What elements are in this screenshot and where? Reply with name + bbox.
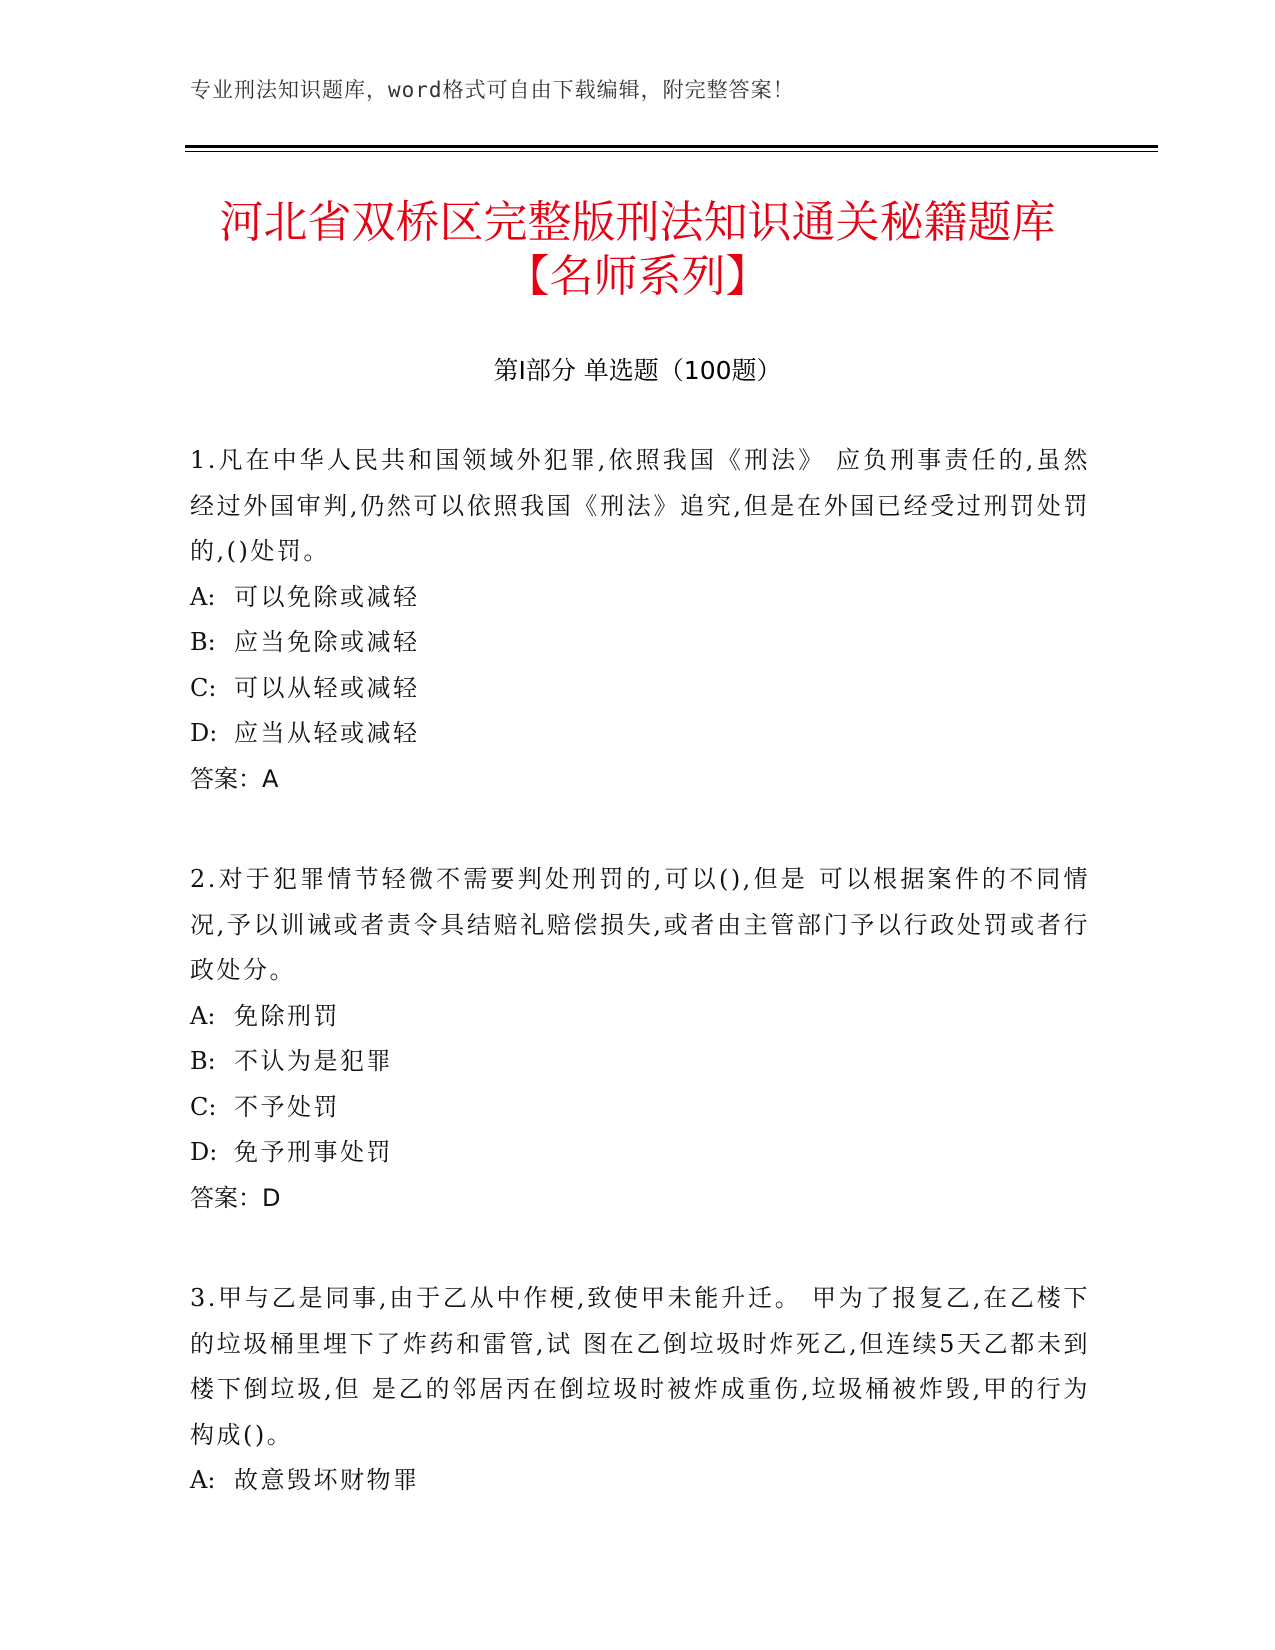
option-a bbox=[190, 575, 1090, 621]
option-b bbox=[190, 1039, 1090, 1085]
option-text: 不予处罚 bbox=[234, 1092, 340, 1121]
option-letter: A: bbox=[190, 1466, 216, 1494]
option-text: 可以从轻或减轻 bbox=[234, 673, 420, 702]
answer-label: 答案： bbox=[190, 764, 262, 793]
answer-value: D bbox=[262, 1183, 281, 1212]
question-text: 3.甲与乙是同事,由于乙从中作梗,致使甲未能升迁。 甲为了报复乙,在乙楼下的垃圾桶里埋下了炸药和雷管,试 图在乙倒垃圾时炸死乙,但连续5天乙都未到楼下倒垃圾,但 是乙的邻居丙在倒垃圾时被炸成重伤,垃圾桶被炸毁,甲的行为构成()。 bbox=[190, 1284, 1090, 1449]
question-text: 1.凡在中华人民共和国领域外犯罪,依照我国《刑法》 应负刑事责任的,虽然经过外国审判,仍然可以依照我国《刑法》追究,但是在外国已经受过刑罚处罚的,()处罚。 bbox=[190, 446, 1090, 565]
option-text: 免予刑事处罚 bbox=[234, 1138, 393, 1166]
option-c bbox=[190, 666, 1090, 712]
option-c bbox=[190, 1085, 1090, 1131]
option-a bbox=[190, 994, 1090, 1040]
option-letter: C: bbox=[190, 673, 217, 702]
option-b bbox=[190, 620, 1090, 666]
question-1 bbox=[190, 438, 1090, 802]
option-text: 故意毁坏财物罪 bbox=[234, 1466, 420, 1494]
option-a bbox=[190, 1458, 1090, 1504]
question-2 bbox=[190, 857, 1090, 1221]
document-title bbox=[185, 196, 1090, 304]
question-3 bbox=[190, 1276, 1090, 1504]
title-line-2: 【名师系列】 bbox=[505, 251, 770, 302]
answer-line bbox=[190, 757, 1090, 803]
option-d bbox=[190, 1130, 1090, 1176]
option-letter: A: bbox=[190, 1001, 216, 1030]
question-list bbox=[190, 438, 1090, 1559]
option-text: 免除刑罚 bbox=[234, 1001, 340, 1030]
option-letter: C: bbox=[190, 1092, 217, 1121]
option-letter: D: bbox=[190, 1138, 218, 1166]
header-rule-thick bbox=[185, 145, 1158, 148]
option-d bbox=[190, 711, 1090, 757]
option-text: 应当免除或减轻 bbox=[234, 628, 420, 656]
header-rule-thin bbox=[185, 151, 1158, 152]
answer-label: 答案： bbox=[190, 1183, 262, 1212]
question-text: 2.对于犯罪情节轻微不需要判处刑罚的,可以(),但是 可以根据案件的不同情况,予以训诫或者责令具结赔礼赔偿损失,或者由主管部门予以行政处罚或者行政处分。 bbox=[190, 865, 1090, 984]
option-text: 应当从轻或减轻 bbox=[234, 719, 420, 747]
option-text: 不认为是犯罪 bbox=[234, 1047, 393, 1075]
option-letter: D: bbox=[190, 719, 218, 747]
option-letter: A: bbox=[190, 582, 216, 611]
answer-value: A bbox=[262, 764, 279, 793]
option-letter: B: bbox=[190, 1047, 216, 1075]
section-heading: 第I部分 单选题（100题） bbox=[493, 356, 782, 385]
answer-line bbox=[190, 1176, 1090, 1222]
title-line-1: 河北省双桥区完整版刑法知识通关秘籍题库 bbox=[219, 197, 1056, 248]
option-letter: B: bbox=[190, 628, 216, 656]
option-text: 可以免除或减轻 bbox=[234, 582, 420, 611]
header-note: 专业刑法知识题库，word格式可自由下载编辑，附完整答案！ bbox=[190, 78, 795, 102]
